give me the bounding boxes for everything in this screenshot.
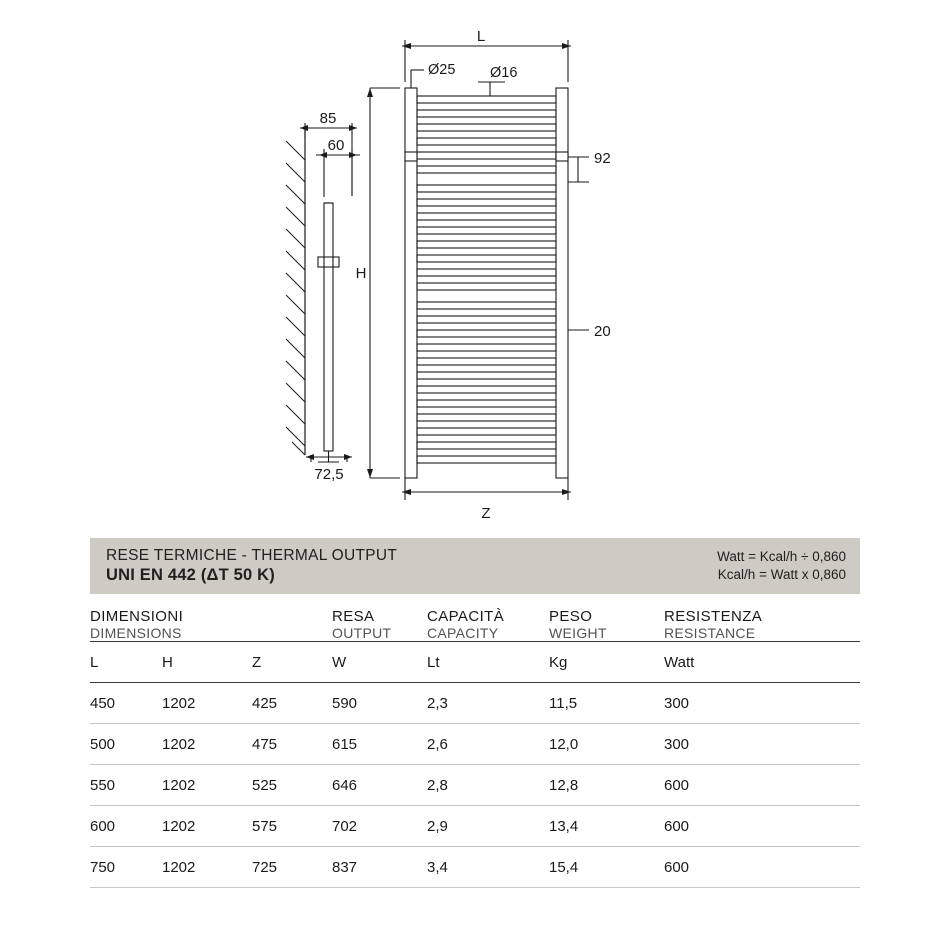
cell-z: 475 xyxy=(252,724,332,765)
cell-z: 425 xyxy=(252,683,332,724)
group-header-resistance xyxy=(664,608,860,642)
cell-kg: 13,4 xyxy=(549,806,664,847)
cell-z: 575 xyxy=(252,806,332,847)
right-rail xyxy=(556,88,568,478)
wall-hatching xyxy=(286,141,305,455)
label-92: 92 xyxy=(594,150,611,167)
cell-l: 600 xyxy=(90,806,162,847)
tube-group xyxy=(417,96,556,463)
cell-l: 750 xyxy=(90,847,162,888)
unit-watt: Watt xyxy=(664,642,860,683)
group-header-capacity-en: CAPACITY xyxy=(427,625,499,641)
cell-kg: 12,8 xyxy=(549,765,664,806)
cell-watt: 600 xyxy=(664,765,860,806)
banner-formulas xyxy=(717,548,846,584)
formula-kcal: Kcal/h = Watt x 0,860 xyxy=(717,567,846,582)
cell-watt: 600 xyxy=(664,806,860,847)
banner-title-line2: UNI EN 442 (ΔT 50 K) xyxy=(106,566,275,585)
cell-h: 1202 xyxy=(162,765,252,806)
unit-z: Z xyxy=(252,642,332,683)
table-row xyxy=(90,765,860,806)
cell-w: 590 xyxy=(332,683,427,724)
group-header-resistance-en: RESISTANCE xyxy=(664,625,756,641)
side-profile-body xyxy=(324,203,333,451)
group-header-output-en: OUTPUT xyxy=(332,625,392,641)
label-dia-25: Ø25 xyxy=(428,62,456,78)
group-header-weight-it: PESO xyxy=(549,608,593,625)
thermal-output-spec xyxy=(90,538,860,888)
unit-kg: Kg xyxy=(549,642,664,683)
label-85: 85 xyxy=(319,110,337,127)
thermal-output-banner xyxy=(90,538,860,594)
cell-z: 725 xyxy=(252,847,332,888)
label-L: L xyxy=(476,28,486,45)
table-row xyxy=(90,683,860,724)
cell-lt: 3,4 xyxy=(427,847,549,888)
cell-kg: 15,4 xyxy=(549,847,664,888)
cell-watt: 300 xyxy=(664,683,860,724)
cell-h: 1202 xyxy=(162,806,252,847)
cell-h: 1202 xyxy=(162,683,252,724)
unit-h: H xyxy=(162,642,252,683)
label-60: 60 xyxy=(327,137,345,154)
cell-z: 525 xyxy=(252,765,332,806)
cell-w: 615 xyxy=(332,724,427,765)
unit-lt: Lt xyxy=(427,642,549,683)
cell-h: 1202 xyxy=(162,847,252,888)
group-header-dimensions-it: DIMENSIONI xyxy=(90,608,184,625)
table-row xyxy=(90,724,860,765)
formula-watt: Watt = Kcal/h ÷ 0,860 xyxy=(717,548,846,564)
specs-table xyxy=(90,608,860,888)
cell-kg: 12,0 xyxy=(549,724,664,765)
group-header-weight-en: WEIGHT xyxy=(549,625,607,641)
group-header-dimensions xyxy=(90,608,332,642)
units-row xyxy=(90,642,860,683)
bracket-left-upper xyxy=(405,152,417,161)
cell-lt: 2,9 xyxy=(427,806,549,847)
cell-lt: 2,6 xyxy=(427,724,549,765)
unit-w: W xyxy=(332,642,427,683)
label-20: 20 xyxy=(594,323,611,340)
table-row xyxy=(90,806,860,847)
table-row xyxy=(90,847,860,888)
cell-l: 550 xyxy=(90,765,162,806)
group-header-capacity xyxy=(427,608,549,642)
cell-h: 1202 xyxy=(162,724,252,765)
wall-bracket xyxy=(318,257,339,267)
cell-w: 646 xyxy=(332,765,427,806)
group-header-resistance-it: RESISTENZA xyxy=(664,608,763,625)
cell-watt: 300 xyxy=(664,724,860,765)
group-header-weight xyxy=(549,608,664,642)
cell-w: 702 xyxy=(332,806,427,847)
group-header-row xyxy=(90,608,860,642)
left-rail xyxy=(405,88,417,478)
label-H: H xyxy=(355,265,367,282)
group-header-output-it: RESA xyxy=(332,608,375,625)
bracket-right-upper xyxy=(556,152,568,161)
cell-lt: 2,3 xyxy=(427,683,549,724)
group-header-capacity-it: CAPACITÀ xyxy=(427,608,505,625)
label-dia-16: Ø16 xyxy=(490,65,518,81)
cell-w: 837 xyxy=(332,847,427,888)
cell-watt: 600 xyxy=(664,847,860,888)
cell-l: 450 xyxy=(90,683,162,724)
cell-lt: 2,8 xyxy=(427,765,549,806)
cell-kg: 11,5 xyxy=(549,683,664,724)
cell-l: 500 xyxy=(90,724,162,765)
banner-titles xyxy=(106,546,397,587)
unit-l: L xyxy=(90,642,162,683)
group-header-output xyxy=(332,608,427,642)
banner-title-line1: RESE TERMICHE - THERMAL OUTPUT xyxy=(106,546,398,564)
label-725: 72,5 xyxy=(314,466,344,483)
group-header-dimensions-en: DIMENSIONS xyxy=(90,625,182,641)
label-Z: Z xyxy=(481,505,491,520)
